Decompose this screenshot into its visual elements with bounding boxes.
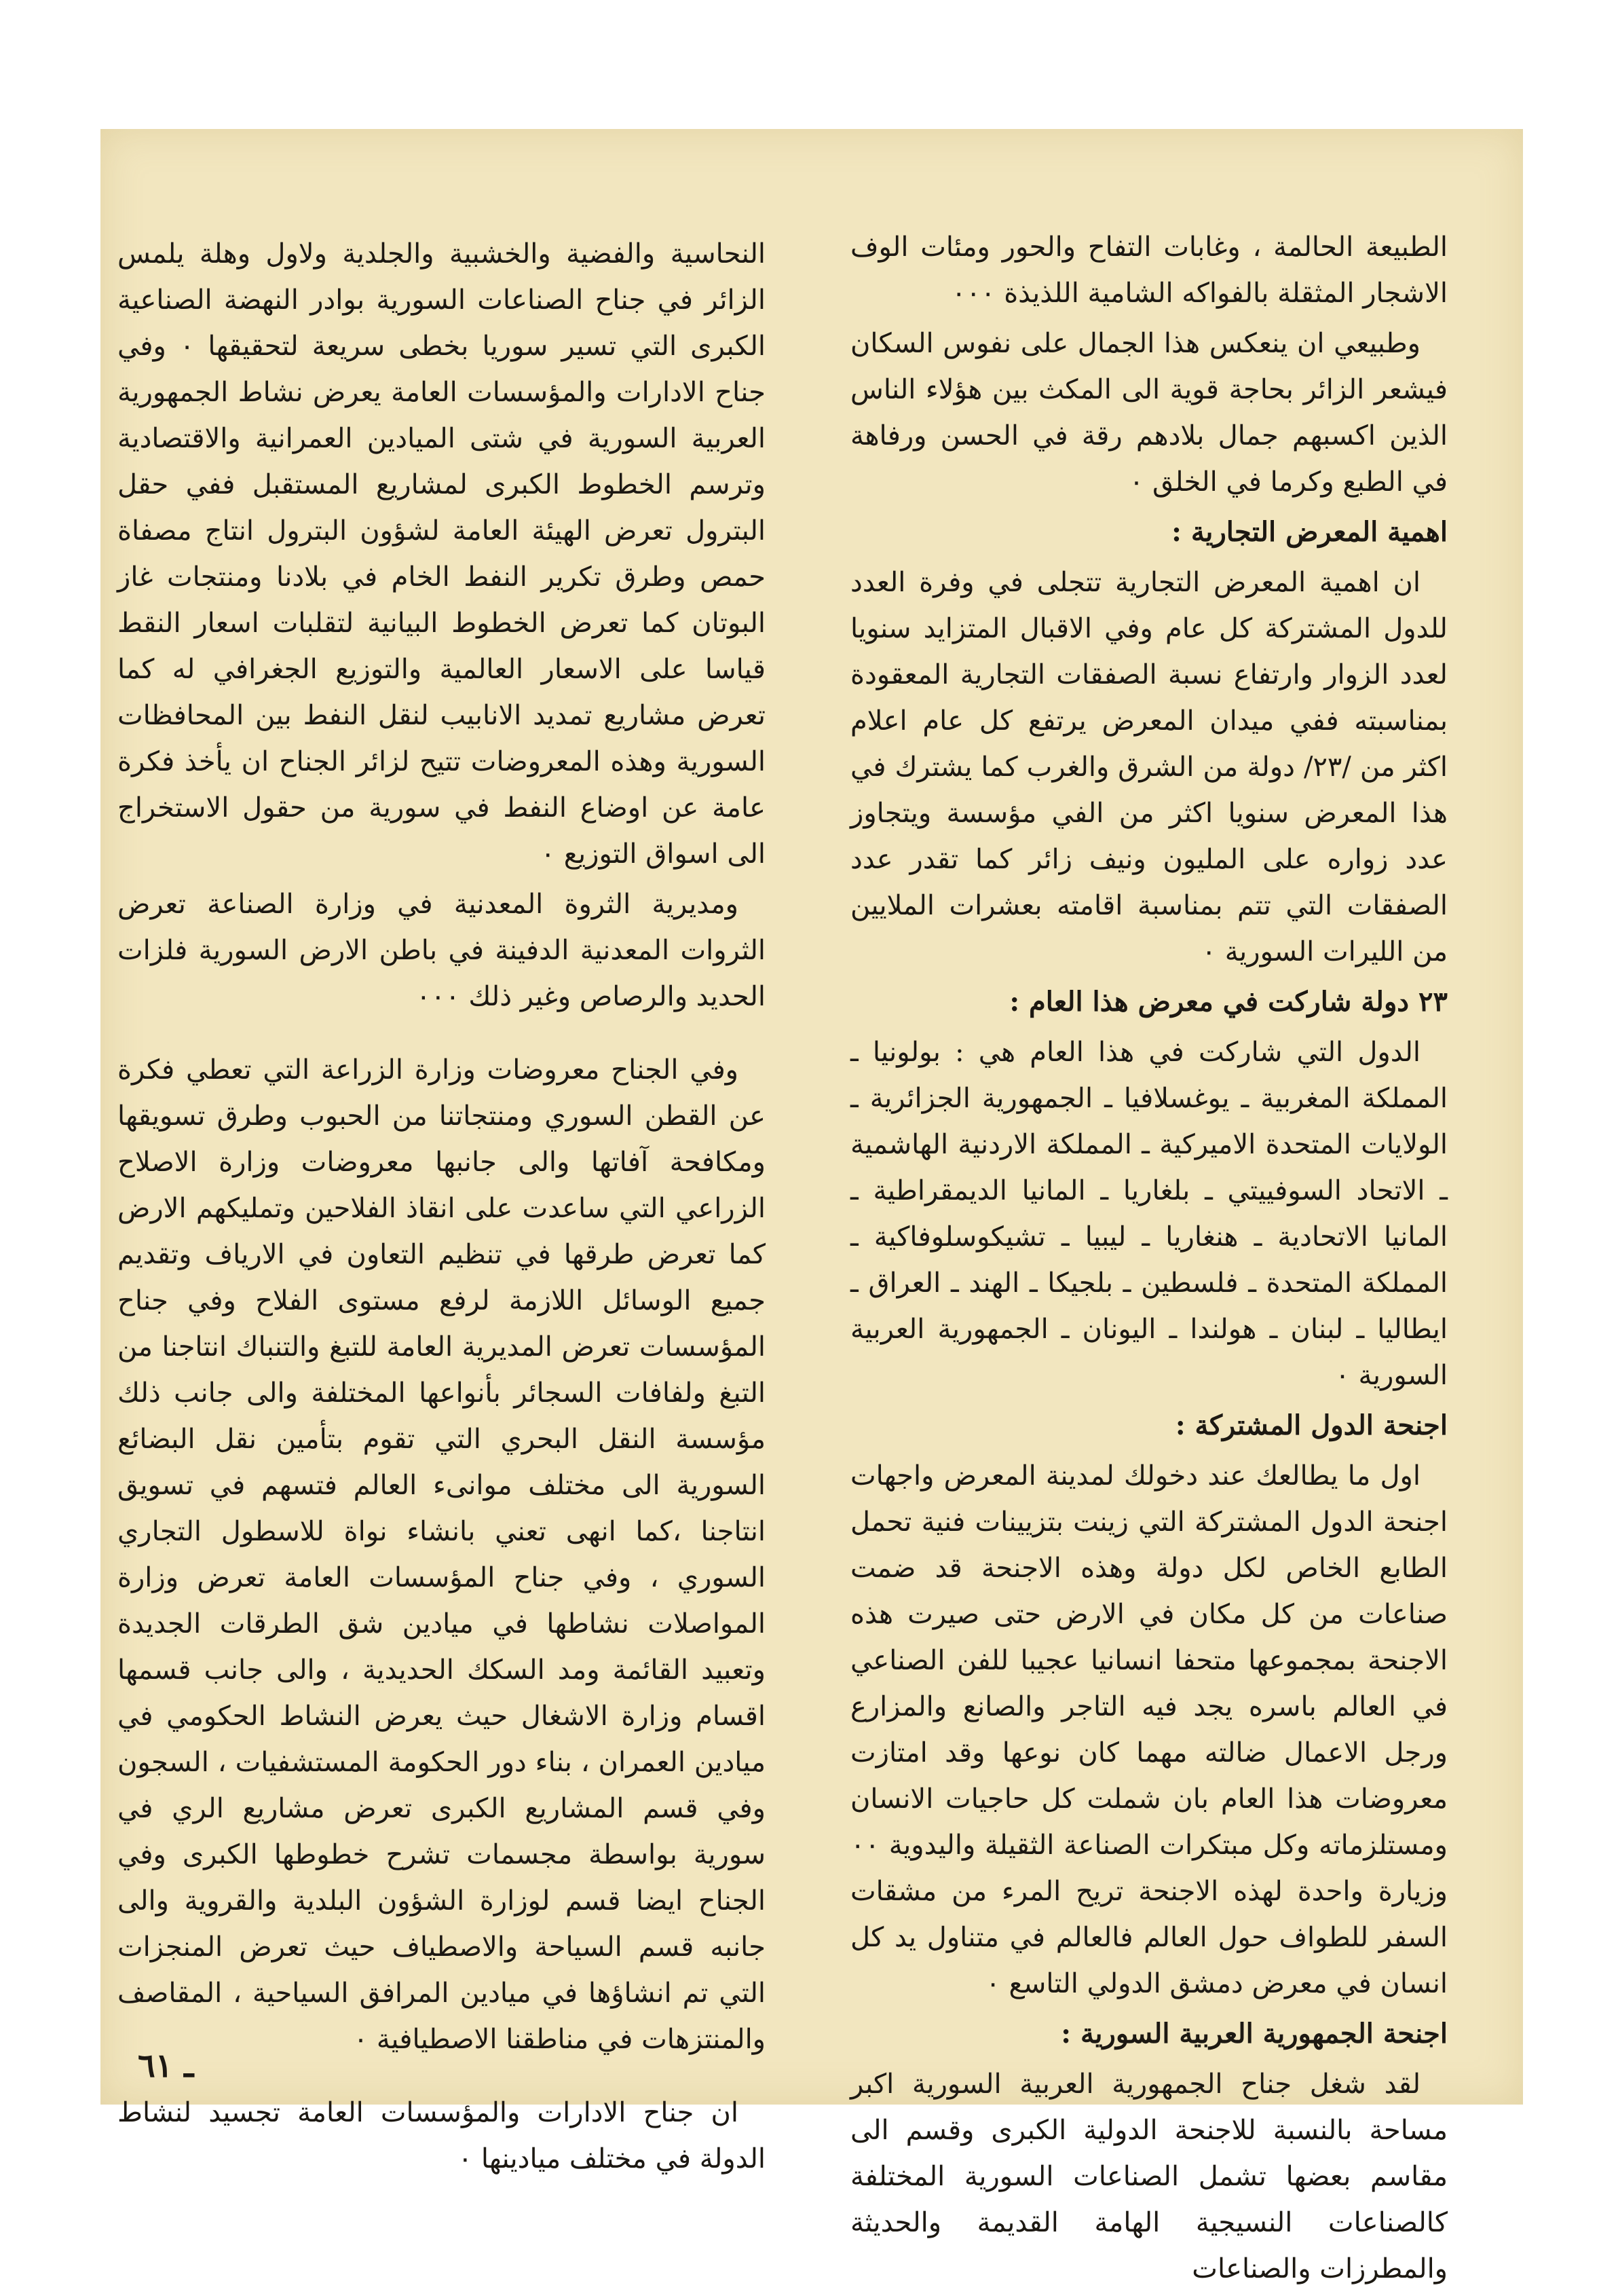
paragraph: لقد شغل جناح الجمهورية العربية السورية اكبر مساحة بالنسبة للاجنحة الدولية الكبرى وقسم الى مقاسم بعضها تشمل الصناعات السورية المختلفة كالصناعات النسيجية الهامة القديمة والحديثة والمطرزات والصناعات (850, 2069, 1448, 2284)
section-heading: اجنحة الدول المشتركة : (1175, 1409, 1448, 1441)
right-column (850, 224, 1448, 2296)
paragraph: اول ما يطالعك عند دخولك لمدينة المعرض واجهات اجنحة الدول المشتركة التي زينت بتزيينات فنية تحمل الطابع الخاص لكل دولة وهذه الاجنحة قد ضمت صناعات من كل مكان في الارض حتى صيرت هذه الاجنحة بمجموعها متحفا انسانيا عجيبا للفن الصناعي في العالم باسره يجد فيه التاجر والصانع والمزارع ورجل الاعمال ضالته مهما كان نوعها وقد امتازت معروضات هذا العام بان شملت كل حاجيات الانسان ومستلزماته وكل مبتكرات الصناعة الثقيلة واليدوية ٠٠ وزيارة واحدة لهذه الاجنحة تريح المرء من مشقات السفر للطواف حول العالم فالعالم في متناول يد كل انسان في معرض دمشق الدولي التاسع ٠ (850, 1460, 1448, 1999)
paragraph: الطبيعة الحالمة ، وغابات التفاح والحور ومئات الوف الاشجار المثقلة بالفواكه الشامية اللذيذة ٠٠٠ (850, 232, 1448, 309)
paragraph: ان جناح الادارات والمؤسسات العامة تجسيد لنشاط الدولة في مختلف ميادينها ٠ (117, 2097, 766, 2174)
paragraph: وفي الجناح معروضات وزارة الزراعة التي تعطي فكرة عن القطن السوري ومنتجاتنا من الحبوب وطرق تسويقها ومكافحة آفاتها والى جانبها معروضات وزارة الاصلاح الزراعي التي ساعدت على انقاذ الفلاحين وتمليكهم الارض كما تعرض طرقها في تنظيم التعاون في الارياف وتقديم جميع الوسائل اللازمة لرفع مستوى الفلاح وفي جناح المؤسسات تعرض المديرية العامة للتبغ والتنباك انتاجنا من التبغ ولفافات السجائر بأنواعها المختلفة والى جانب ذلك مؤسسة النقل البحري التي تقوم بتأمين نقل البضائع السورية الى مختلف موانىء العالم فتسهم في تسويق انتاجنا ،كما انهى تعني بانشاء نواة للاسطول التجاري السوري ، وفي جناح المؤسسات العامة تعرض وزارة المواصلات نشاطها في ميادين شق الطرقات الجديدة وتعبيد القائمة ومد السكك الحديدية ، والى جانب قسمها اقسام وزارة الاشغال حيث يعرض النشاط الحكومي في ميادين العمران ، بناء دور الحكومة المستشفيات ، السجون وفي قسم المشاريع الكبرى تعرض مشاريع الري في سورية بواسطة مجسمات تشرح خطوطها الكبرى وفي الجناح ايضا قسم لوزارة الشؤون البلدية والقروية والى جانبه قسم السياحة والاصطياف حيث تعرض المنجزات التي تم انشاؤها في ميادين المرافق السياحية ، المقاصف والمنتزهات في مناطقنا الاصطيافية ٠ (117, 1054, 766, 2055)
section-heading: ٢٣ دولة شاركت في معرض هذا العام : (1009, 986, 1448, 1018)
paragraph: الدول التي شاركت في هذا العام هي : بولونيا ـ المملكة المغربية ـ يوغسلافيا ـ الجمهورية الجزائرية ـ الولايات المتحدة الاميركية ـ المملكة الاردنية الهاشمية ـ الاتحاد السوفييتي ـ بلغاريا ـ المانيا الديمقراطية ـ المانيا الاتحادية ـ هنغاريا ـ ليبيا ـ تشيكوسلوفاكية ـ المملكة المتحدة ـ فلسطين ـ بلجيكا ـ الهند ـ العراق ـ ايطاليا ـ لبنان ـ هولندا ـ اليونان ـ الجمهورية العربية السورية ٠ (850, 1037, 1448, 1391)
paragraph: ومديرية الثروة المعدنية في وزارة الصناعة تعرض الثروات المعدنية الدفينة في باطن الارض السورية فلزات الحديد والرصاص وغير ذلك ٠٠٠ (117, 889, 766, 1012)
page-number: ـ ٦١ (138, 2047, 194, 2085)
left-column (117, 231, 766, 2186)
magazine-page (100, 129, 1523, 2284)
paragraph: ان اهمية المعرض التجارية تتجلى في وفرة العدد للدول المشتركة كل عام وفي الاقبال المتزايد سنويا لعدد الزوار وارتفاع نسبة الصفقات التجارية المعقودة بمناسبته ففي ميدان المعرض يرتفع كل عام اعلام اكثر من /٢٣/ دولة من الشرق والغرب كما يشترك في هذا المعرض سنويا اكثر من الفي مؤسسة ويتجاوز عدد زواره على المليون ونيف زائر كما تقدر عدد الصفقات التي تتم بمناسبة اقامته بعشرات الملايين من الليرات السورية ٠ (850, 567, 1448, 967)
section-heading: اهمية المعرض التجارية : (1171, 516, 1448, 548)
section-heading: اجنحة الجمهورية العربية السورية : (1061, 2018, 1448, 2050)
paragraph: وطبيعي ان ينعكس هذا الجمال على نفوس السكان فيشعر الزائر بحاجة قوية الى المكث بين هؤلاء الناس الذين اكسبهم جمال بلادهم رقة في الحسن ورفاهة في الطبع وكرما في الخلق ٠ (850, 328, 1448, 498)
paragraph: النحاسية والفضية والخشبية والجلدية ولاول وهلة يلمس الزائر في جناح الصناعات السورية بوادر النهضة الصناعية الكبرى التي تسير سوريا بخطى سريعة لتحقيقها ٠ وفي جناح الادارات والمؤسسات العامة يعرض نشاط الجمهورية العربية السورية في شتى الميادين العمرانية والاقتصادية وترسم الخطوط الكبرى لمشاريع المستقبل ففي حقل البترول تعرض الهيئة العامة لشؤون البترول انتاج مصفاة حمص وطرق تكرير النفط الخام في بلادنا ومنتجات غاز البوتان كما تعرض الخطوط البيانية لتقلبات اسعار النقط قياسا على الاسعار العالمية والتوزيع الجغرافي له كما تعرض مشاريع تمديد الانابيب لنقل النفط بين المحافظات السورية وهذه المعروضات تتيح لزائر الجناح ان يأخذ فكرة عامة عن اوضاع النفط في سورية من حقول الاستخراج الى اسواق التوزيع ٠ (117, 238, 766, 870)
